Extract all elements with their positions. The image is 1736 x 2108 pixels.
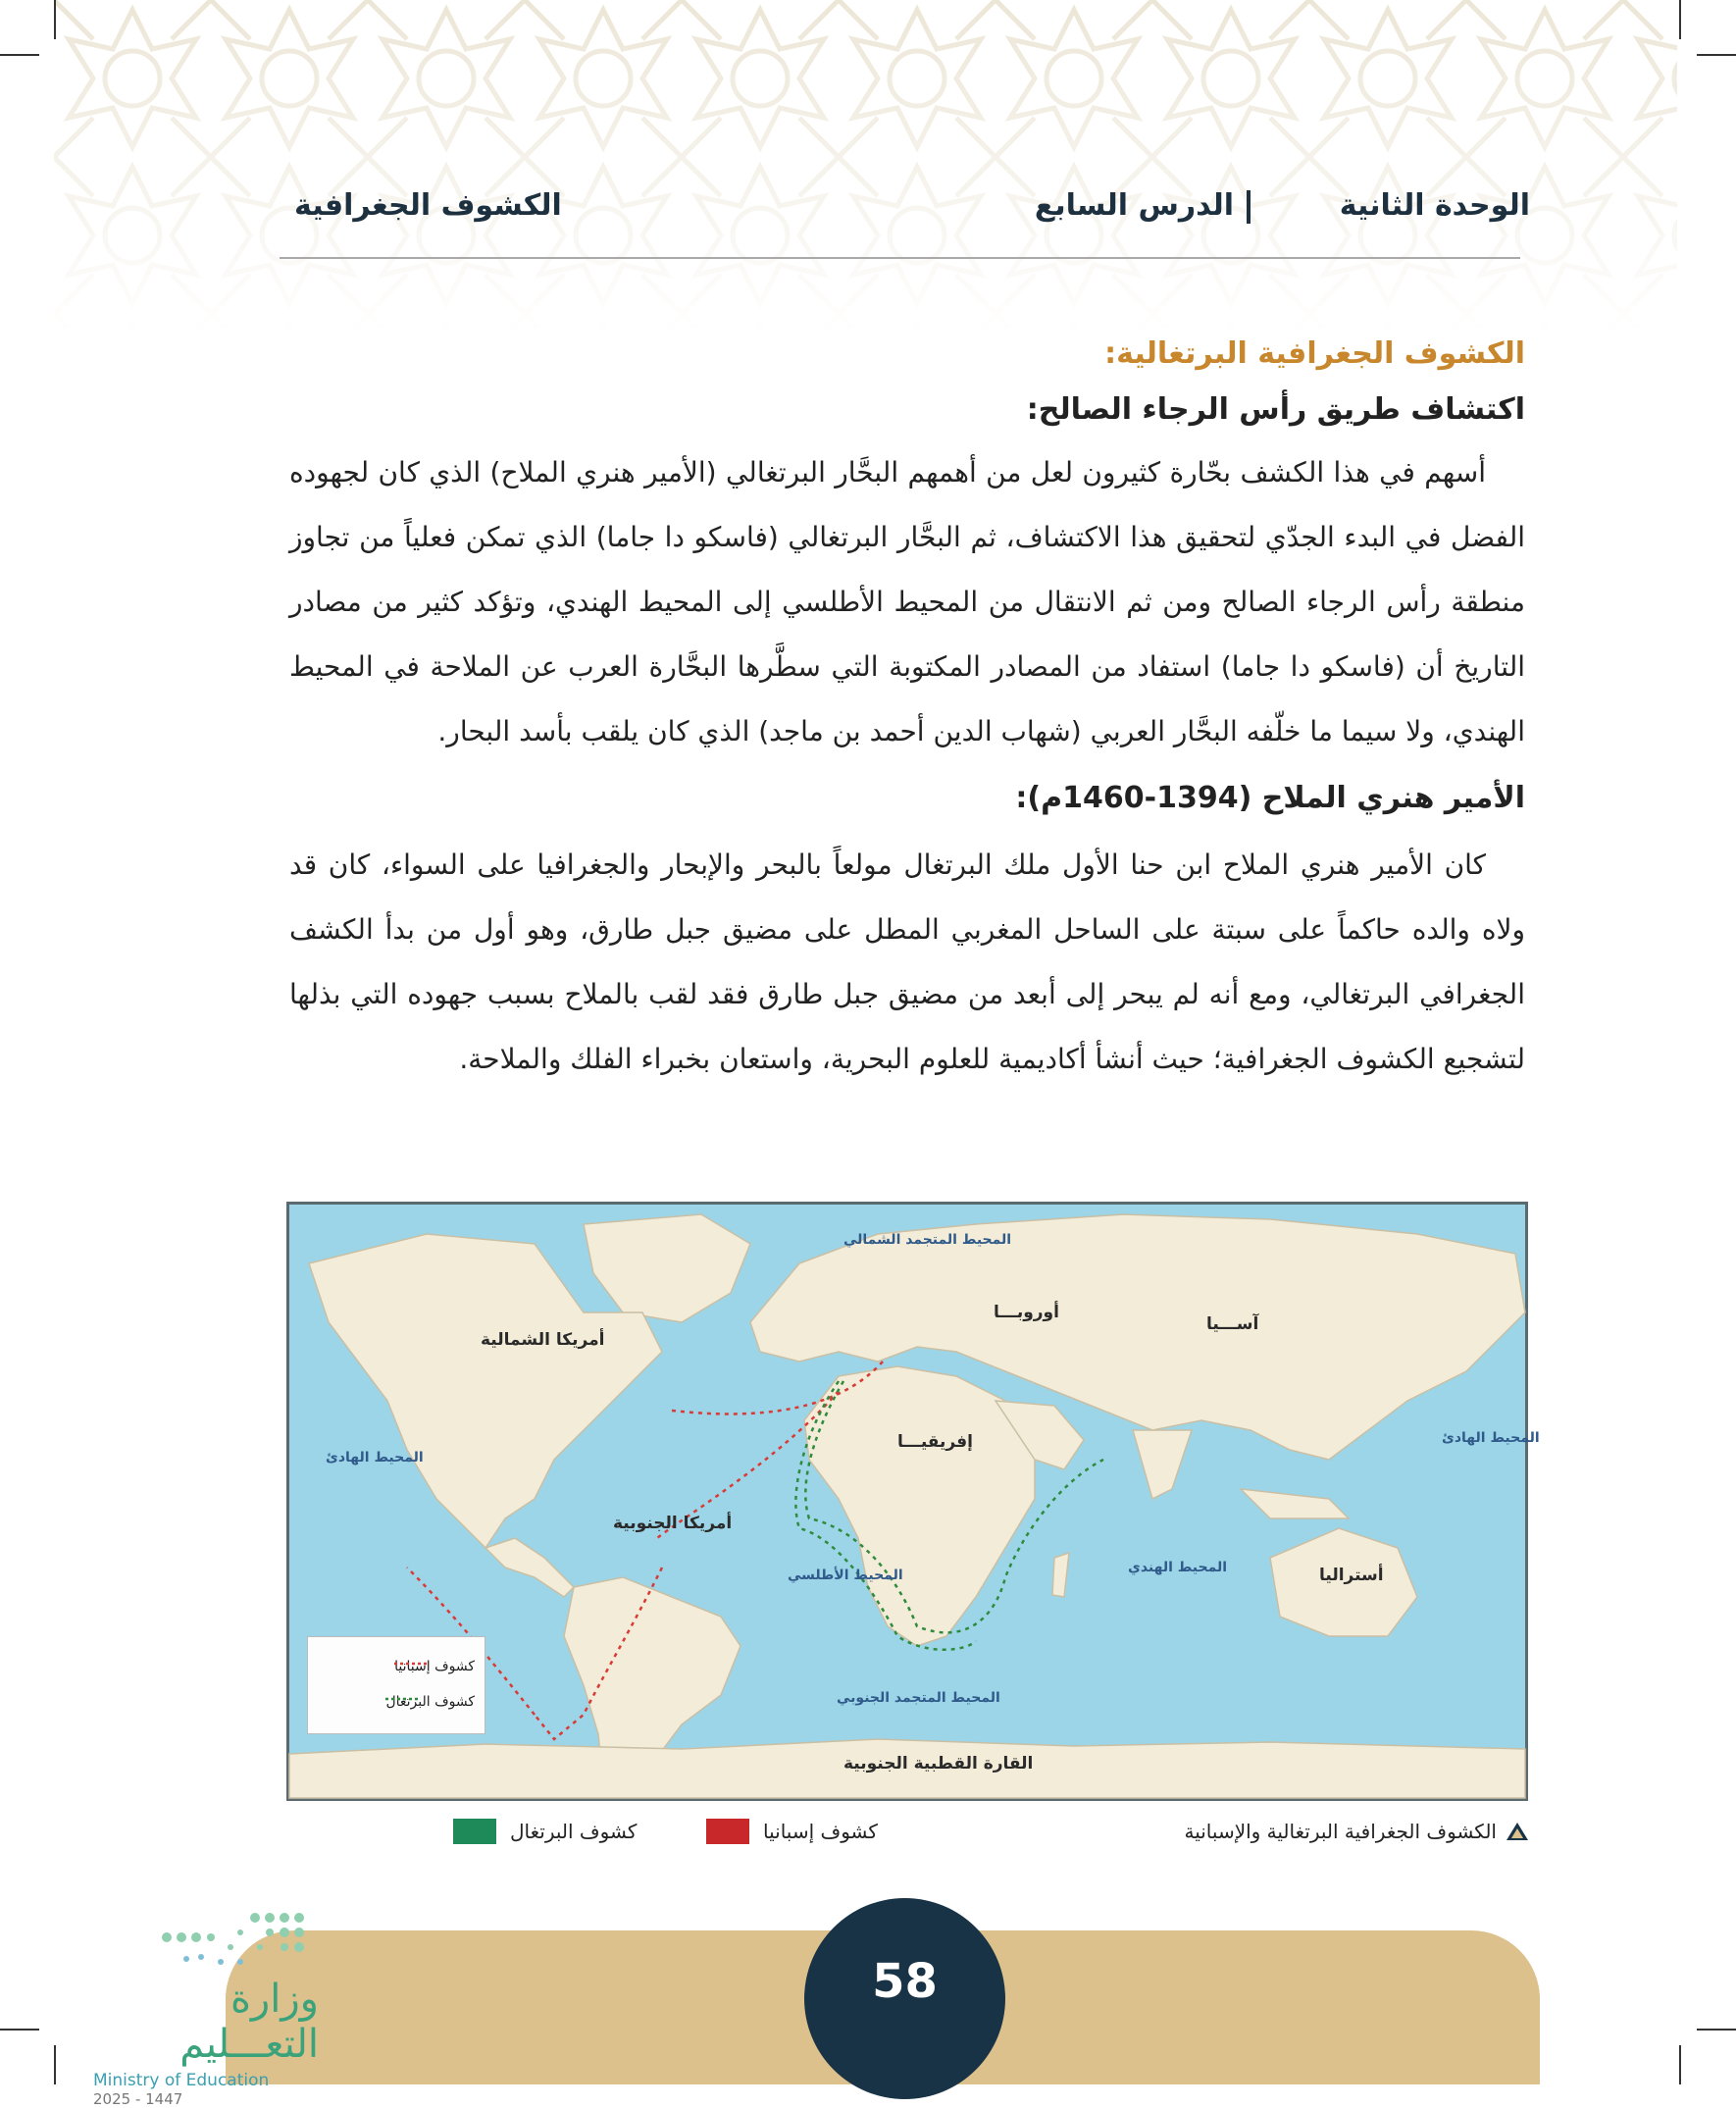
unit-title: الوحدة الثانية	[1339, 188, 1530, 223]
crop-mark	[54, 0, 56, 39]
caption-legend-spain-label: كشوف إسبانيا	[763, 1820, 878, 1843]
arctic-ocean-label: المحيط المتجمد الشمالي	[843, 1232, 1012, 1248]
edition-year: 2025 - 1447	[93, 2090, 183, 2108]
crop-mark	[1679, 2045, 1681, 2084]
decorative-pattern	[54, 0, 1677, 334]
africa-label: إفريقيـــا	[897, 1432, 973, 1452]
main-content	[289, 329, 1525, 1092]
ministry-name-en: Ministry of Education	[93, 2071, 270, 2090]
section-title: الكشوف الجغرافية البرتغالية:	[1104, 336, 1525, 371]
crop-mark	[1679, 0, 1681, 39]
asia-label: آســـيا	[1206, 1314, 1259, 1334]
pacific-ocean-east-label: المحيط الهادئ	[326, 1450, 424, 1465]
header-separator	[1247, 190, 1251, 224]
red-dashed-arrow-icon	[394, 1659, 428, 1669]
north-america-label: أمريكا الشمالية	[481, 1330, 605, 1350]
paragraph: أسهم في هذا الكشف بحّارة كثيرون لعل من أهمهم البحَّار البرتغالي (الأمير هنري الملاح) الذي كان لجهوده الفضل في البدء الجدّي لتحقيق هذا الاكتشاف، ثم البحَّار البرتغالي (فاسكو دا جاما) الذي تمكن فعلياً من تجاوز منطقة رأس الرجاء الصالح ومن ثم الانتقال من المحيط الأطلسي إلى المحيط الهندي، وتؤكد كثير من مصادر التاريخ أن (فاسكو دا جاما) استفاد من المصادر المكتوبة التي سطَّرها البحَّارة العرب عن الملاحة في المحيط الهندي، ولا سيما ما خلّفه البحَّار العربي (شهاب الدين أحمد بن ماجد) الذي كان يلقب بأسد البحار.	[289, 456, 1525, 747]
legend-portugal-label: كشوف البرتغال	[385, 1694, 475, 1710]
figure-caption	[1157, 1817, 1530, 1846]
indian-ocean-label: المحيط الهندي	[1128, 1560, 1228, 1575]
pacific-ocean-west-label: المحيط الهادئ	[1442, 1430, 1540, 1446]
world-map	[286, 1202, 1540, 1801]
antarctica-label: القارة القطبية الجنوبية	[843, 1754, 1034, 1774]
crop-mark	[0, 54, 39, 56]
australia-label: أستراليا	[1319, 1566, 1384, 1585]
caption-legend-portugal	[453, 1817, 637, 1846]
running-header	[265, 188, 1530, 228]
portugal-color-swatch	[453, 1819, 496, 1844]
subsection-title: الأمير هنري الملاح (1394-1460م):	[1015, 781, 1525, 815]
green-dashed-arrow-icon	[385, 1694, 419, 1704]
legend-portugal	[385, 1694, 475, 1710]
triangle-icon	[1505, 1821, 1530, 1842]
south-america-label: أمريكا الجنوبية	[613, 1514, 733, 1533]
lesson-title: الدرس السابع	[1034, 188, 1234, 223]
greenland-shape	[584, 1214, 750, 1322]
ministry-dots-icon	[103, 1908, 319, 1977]
topic-title: الكشوف الجغرافية	[294, 188, 562, 223]
header-divider	[280, 257, 1520, 259]
madagascar-shape	[1052, 1553, 1069, 1597]
crop-mark	[1697, 2029, 1736, 2031]
subsection-title: اكتشاف طريق رأس الرجاء الصالح:	[1026, 392, 1525, 427]
ministry-name-ar: وزارة التعـــليم	[179, 1977, 319, 2067]
spain-color-swatch	[706, 1819, 749, 1844]
central-america-shape	[485, 1538, 574, 1597]
caption-text: الكشوف الجغرافية البرتغالية والإسبانية	[1184, 1820, 1497, 1843]
southern-ocean-label: المحيط المتجمد الجنوبي	[837, 1690, 1000, 1706]
legend-spain	[394, 1659, 475, 1674]
crop-mark	[1697, 54, 1736, 56]
page-number: 58	[804, 1898, 1005, 2099]
legend-spain-label: كشوف إسبانيا	[394, 1659, 475, 1674]
indonesia-shape	[1241, 1489, 1349, 1518]
crop-mark	[0, 2029, 39, 2031]
caption-legend-spain	[706, 1817, 878, 1846]
europe-label: أوروبـــا	[994, 1303, 1059, 1322]
atlantic-ocean-label: المحيط الأطلسي	[788, 1568, 903, 1583]
ministry-logo	[93, 1908, 319, 2108]
map-legend	[307, 1636, 485, 1734]
paragraph: كان الأمير هنري الملاح ابن حنا الأول ملك البرتغال مولعاً بالبحر والإبحار والجغرافيا على السواء، كان قد ولاه والده حاكماً على سبتة على الساحل المغربي المطل على مضيق جبل طارق، وهو أول من بدأ الكشف الجغرافي البرتغالي، ومع أنه لم يبحر إلى أبعد من مضيق جبل طارق فقد لقب بالملاح بسبب جهوده التي بذلها لتشجيع الكشوف الجغرافية؛ حيث أنشأ أكاديمية للعلوم البحرية، واستعان بخبراء الفلك والملاحة.	[289, 848, 1525, 1075]
caption-legend-portugal-label: كشوف البرتغال	[510, 1820, 638, 1843]
crop-mark	[54, 2045, 56, 2084]
india-shape	[1133, 1430, 1192, 1499]
